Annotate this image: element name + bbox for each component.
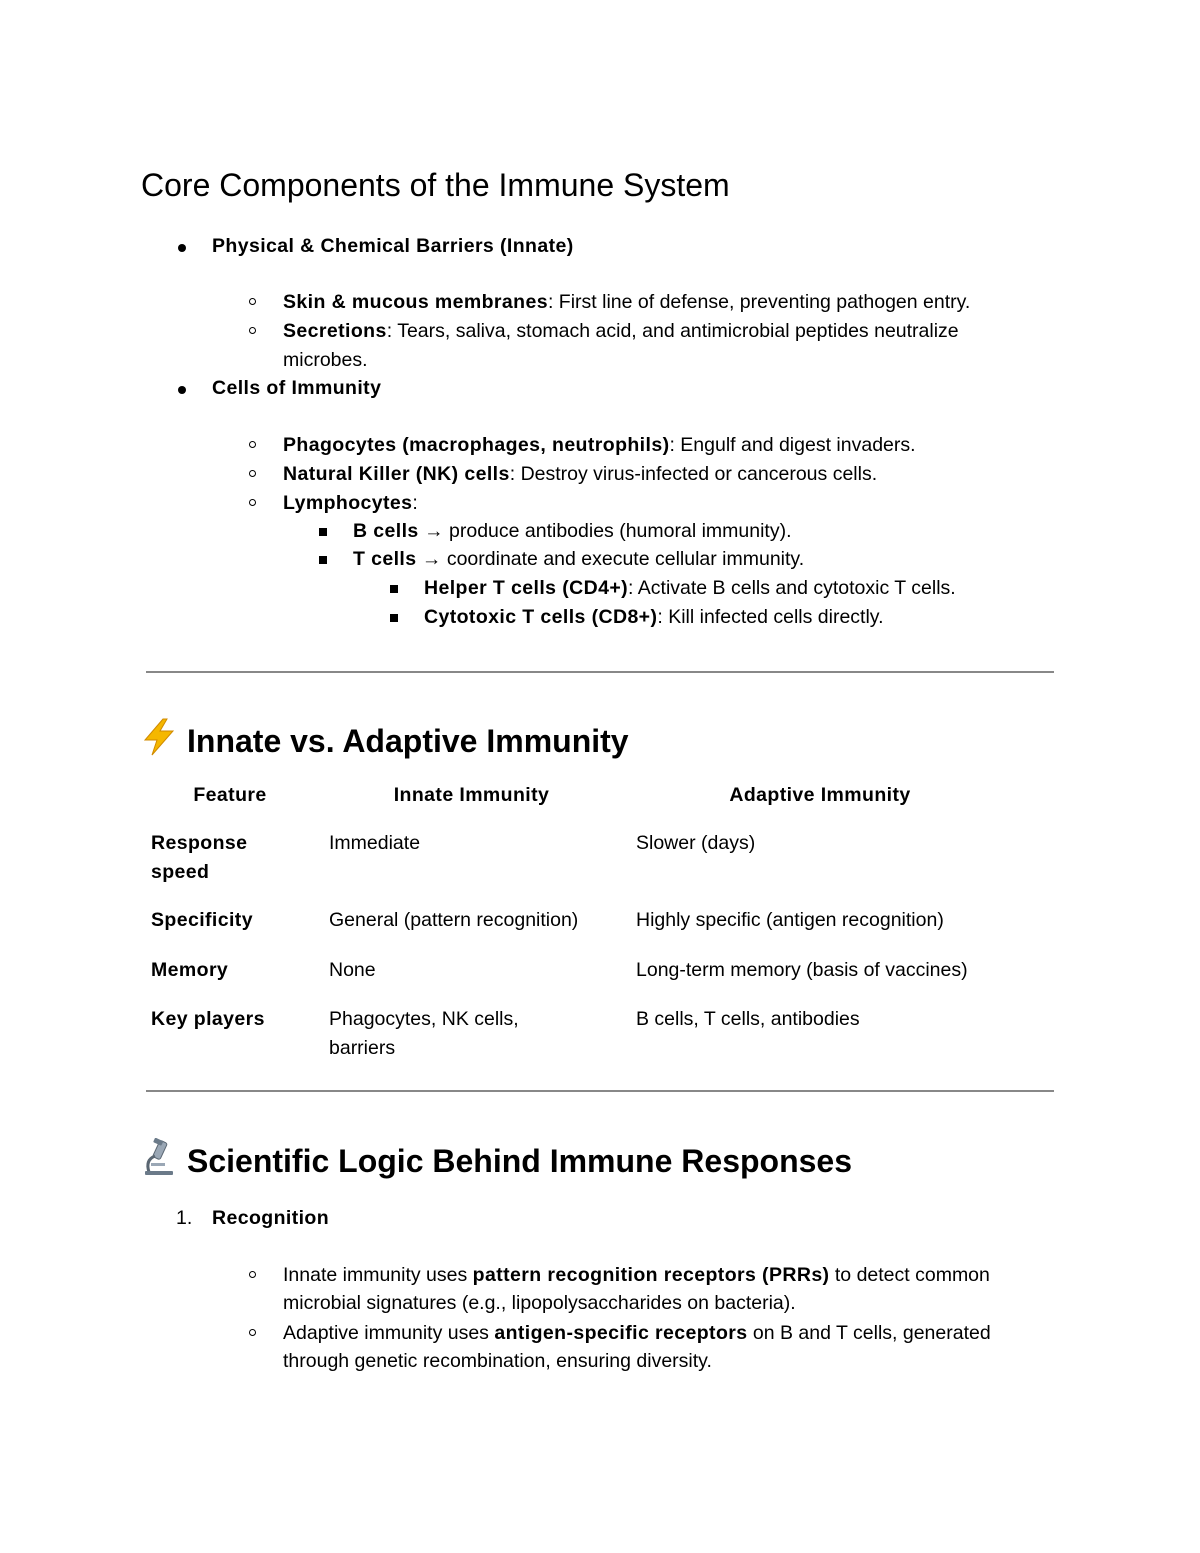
bullet-square (319, 528, 327, 536)
table-cell-feature: Key players (151, 1008, 265, 1030)
list-item-secretions: Secretions: Tears, saliva, stomach acid, and antimicrobial peptides neutralize (283, 320, 959, 342)
section-title-innate-adaptive: Innate vs. Adaptive Immunity (141, 718, 629, 765)
list-item-cytotoxic-t: Cytotoxic T cells (CD8+): Kill infected cells directly. (424, 606, 884, 628)
list-item-cells: Cells of Immunity (212, 377, 382, 399)
list-item-innate-prr-cont: microbial signatures (e.g., lipopolysaccharides on bacteria). (283, 1292, 796, 1314)
bullet-circle (249, 1329, 256, 1336)
table-cell-innate: General (pattern recognition) (329, 909, 579, 931)
list-item-adaptive-receptors-cont: through genetic recombination, ensuring diversity. (283, 1350, 712, 1372)
microscope-icon (141, 1138, 179, 1185)
bullet-square (390, 614, 398, 622)
horizontal-rule (146, 671, 1054, 673)
table-cell-innate: Immediate (329, 832, 421, 854)
list-item-lymphocytes: Lymphocytes: (283, 492, 418, 514)
bullet-circle (249, 327, 256, 334)
table-header-innate: Innate Immunity (393, 784, 550, 806)
list-item-b-cells: B cells → produce antibodies (humoral immunity). (353, 520, 792, 542)
list-item-phagocytes: Phagocytes (macrophages, neutrophils): Engulf and digest invaders. (283, 434, 916, 456)
table-cell-feature: Specificity (151, 909, 253, 931)
list-item-nk-cells: Natural Killer (NK) cells: Destroy virus-infected or cancerous cells. (283, 463, 878, 485)
list-item-adaptive-receptors: Adaptive immunity uses antigen-specific receptors on B and T cells, generated (283, 1322, 991, 1344)
bullet-square (390, 585, 398, 593)
list-item-recognition: Recognition (212, 1207, 330, 1229)
table-header-feature: Feature (193, 784, 267, 806)
section-title-core-components: Core Components of the Immune System (141, 167, 730, 203)
bullet-circle (249, 499, 256, 506)
table-cell-adaptive: Slower (days) (636, 832, 756, 854)
table-cell-feature: Memory (151, 959, 229, 981)
list-item-secretions-cont: microbes. (283, 349, 368, 371)
table-cell-adaptive: Highly specific (antigen recognition) (636, 909, 944, 931)
bullet-circle (249, 470, 256, 477)
section-title-scientific-logic: Scientific Logic Behind Immune Responses (141, 1138, 852, 1185)
table-cell-adaptive: B cells, T cells, antibodies (636, 1008, 860, 1030)
list-item-helper-t: Helper T cells (CD4+): Activate B cells and cytotoxic T cells. (424, 577, 956, 599)
list-item-innate-prr: Innate immunity uses pattern recognition receptors (PRRs) to detect common (283, 1264, 990, 1286)
table-cell-innate: Phagocytes, NK cells, barriers (329, 1008, 519, 1059)
bullet-circle (249, 298, 256, 305)
bullet-dot (178, 386, 186, 394)
table-cell-adaptive: Long-term memory (basis of vaccines) (636, 959, 968, 981)
table-header-adaptive: Adaptive Immunity (729, 784, 911, 806)
bullet-circle (249, 1271, 256, 1278)
table-cell-feature: Response speed (151, 832, 248, 883)
list-item-skin: Skin & mucous membranes: First line of defense, preventing pathogen entry. (283, 291, 971, 313)
list-item-t-cells: T cells → coordinate and execute cellular immunity. (353, 548, 805, 570)
list-item-barriers: Physical & Chemical Barriers (Innate) (212, 235, 574, 257)
table-cell-innate: None (329, 959, 376, 981)
horizontal-rule (146, 1090, 1054, 1092)
bullet-square (319, 556, 327, 564)
bullet-dot (178, 244, 186, 252)
bullet-circle (249, 441, 256, 448)
lightning-icon (141, 718, 179, 765)
list-number: 1. (176, 1207, 193, 1229)
